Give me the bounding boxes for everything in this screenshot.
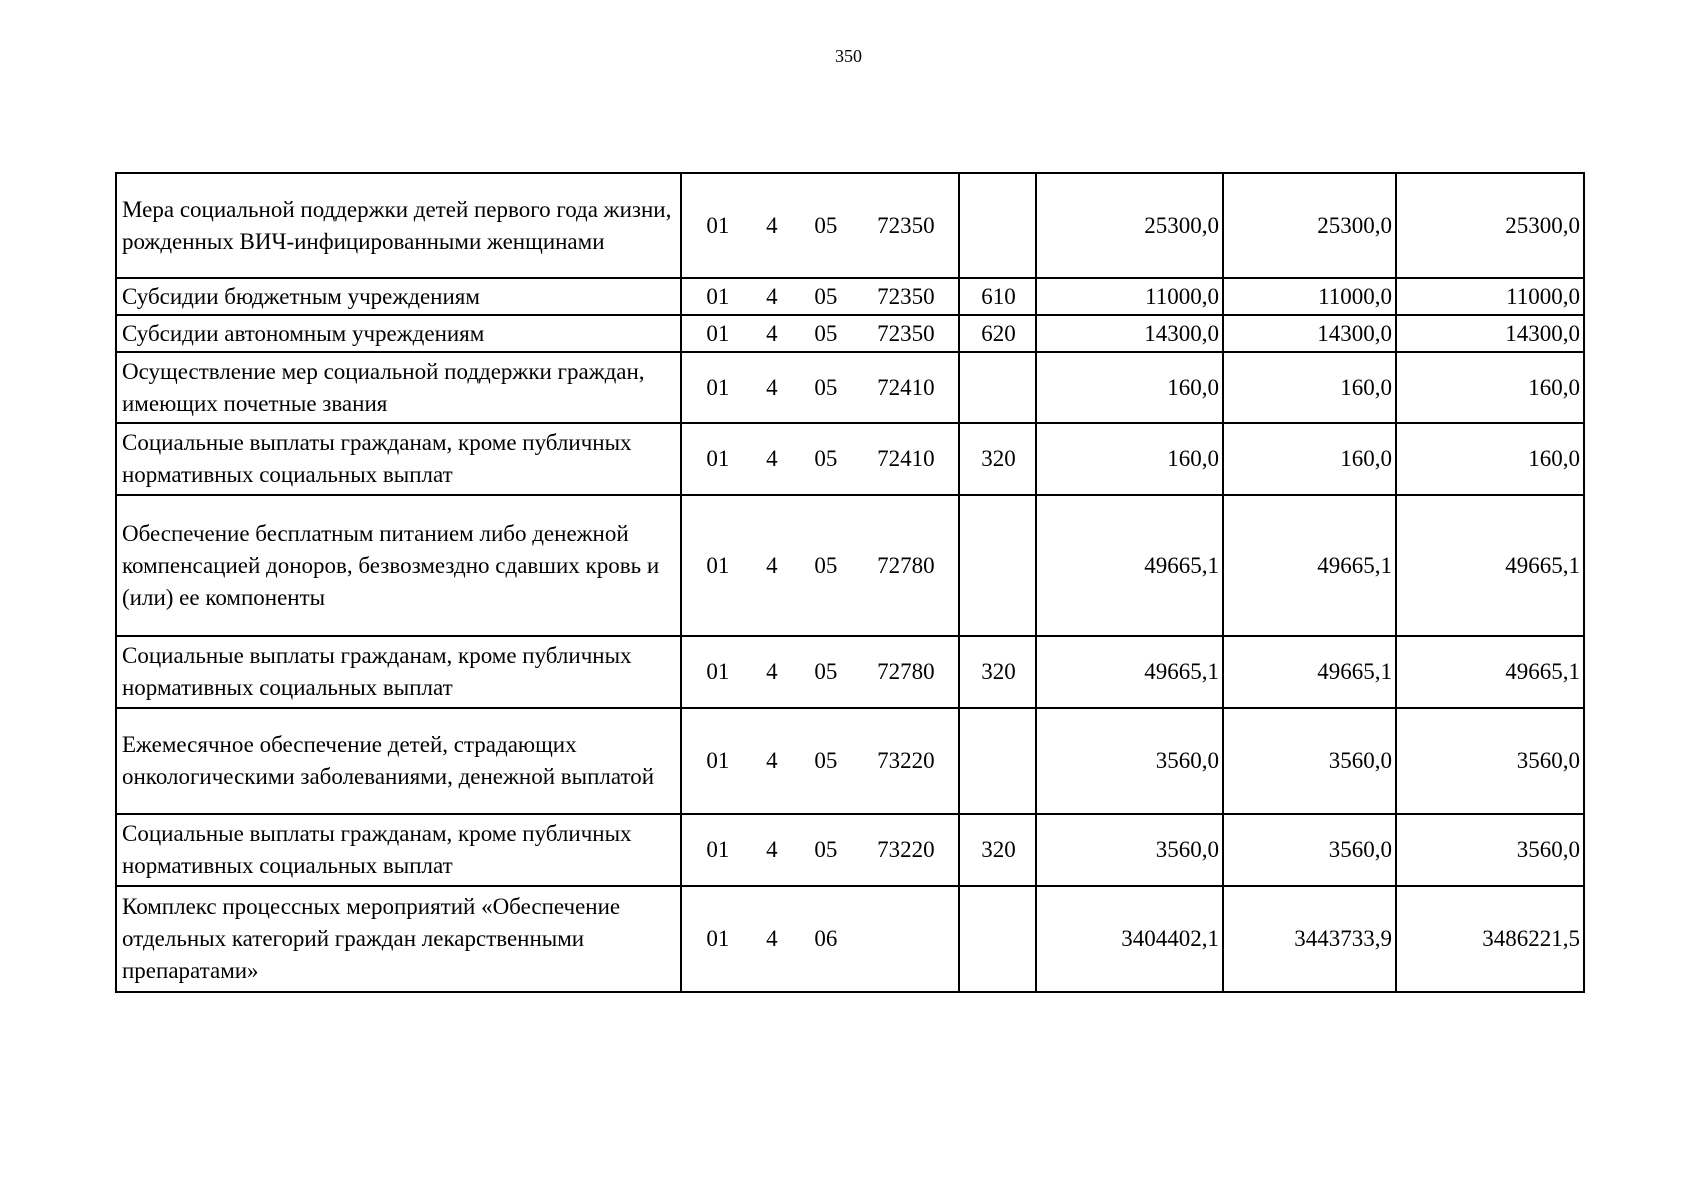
- code-direction: 72350: [877, 283, 935, 309]
- amount-year-1: 49665,1: [1036, 636, 1223, 708]
- code-program: 4: [766, 283, 778, 309]
- amount-year-3: 49665,1: [1396, 495, 1584, 636]
- row-name: Субсидии бюджетным учреждениям: [116, 278, 681, 315]
- table-row: [116, 423, 1584, 495]
- code-subprogram: 05: [814, 837, 838, 862]
- amount-year-3: 3560,0: [1396, 814, 1584, 886]
- amount-year-3: 11000,0: [1396, 278, 1584, 315]
- expense-type: [959, 708, 1036, 814]
- expense-type: 610: [959, 278, 1036, 315]
- table-row: [116, 708, 1584, 814]
- amount-year-2: 25300,0: [1223, 173, 1396, 278]
- amount-year-1: 3404402,1: [1036, 886, 1223, 992]
- table-row: [116, 636, 1584, 708]
- expense-type: 320: [959, 814, 1036, 886]
- code-program: 4: [766, 837, 778, 862]
- amount-year-3: 3486221,5: [1396, 886, 1584, 992]
- table-row: [116, 814, 1584, 886]
- amount-year-2: 11000,0: [1223, 278, 1396, 315]
- amount-year-2: 14300,0: [1223, 315, 1396, 352]
- code-direction: 72410: [877, 446, 935, 471]
- code-subprogram: 05: [814, 374, 838, 400]
- code-ministry: 01: [706, 837, 730, 862]
- amount-year-2: 49665,1: [1223, 636, 1396, 708]
- code-program: 4: [766, 320, 778, 346]
- budget-code: [681, 886, 959, 992]
- amount-year-2: 160,0: [1223, 423, 1396, 495]
- expense-type: [959, 495, 1036, 636]
- expense-type: 620: [959, 315, 1036, 352]
- code-subprogram: 05: [814, 320, 838, 346]
- budget-code: [681, 352, 959, 423]
- code-subprogram: 06: [814, 926, 838, 951]
- amount-year-1: 160,0: [1036, 423, 1223, 495]
- code-direction: 72410: [877, 374, 935, 400]
- code-ministry: 01: [706, 748, 730, 773]
- code-program: 4: [766, 212, 778, 238]
- budget-code: [681, 708, 959, 814]
- code-direction: 72780: [877, 552, 935, 578]
- code-ministry: 01: [706, 374, 730, 400]
- code-ministry: 01: [706, 659, 730, 684]
- code-ministry: 01: [706, 320, 730, 346]
- code-ministry: 01: [706, 212, 730, 238]
- row-name: Социальные выплаты гражданам, кроме публичных нормативных социальных выплат: [116, 423, 681, 495]
- row-name: Ежемесячное обеспечение детей, страдающих онкологическими заболеваниями, денежной выплатой: [116, 708, 681, 814]
- code-program: 4: [766, 926, 778, 951]
- code-subprogram: 05: [814, 748, 838, 773]
- code-direction: 72350: [877, 212, 935, 238]
- budget-code: [681, 814, 959, 886]
- amount-year-1: 160,0: [1036, 352, 1223, 423]
- table-row: [116, 352, 1584, 423]
- amount-year-3: 49665,1: [1396, 636, 1584, 708]
- amount-year-2: 3560,0: [1223, 814, 1396, 886]
- amount-year-1: 3560,0: [1036, 814, 1223, 886]
- row-name: Мера социальной поддержки детей первого года жизни, рожденных ВИЧ-инфицированными женщинами: [116, 173, 681, 278]
- row-name: Обеспечение бесплатным питанием либо денежной компенсацией доноров, безвозмездно сдавших кровь и (или) ее компоненты: [116, 495, 681, 636]
- row-name: Осуществление мер социальной поддержки граждан, имеющих почетные звания: [116, 352, 681, 423]
- table-row: [116, 278, 1584, 315]
- amount-year-2: 3443733,9: [1223, 886, 1396, 992]
- table-row: [116, 173, 1584, 278]
- code-subprogram: 05: [814, 212, 838, 238]
- amount-year-1: 14300,0: [1036, 315, 1223, 352]
- amount-year-1: 49665,1: [1036, 495, 1223, 636]
- amount-year-3: 25300,0: [1396, 173, 1584, 278]
- budget-code: [681, 315, 959, 352]
- budget-code: [681, 278, 959, 315]
- table-row: [116, 315, 1584, 352]
- row-name: Субсидии автономным учреждениям: [116, 315, 681, 352]
- code-subprogram: 05: [814, 283, 838, 309]
- code-program: 4: [766, 659, 778, 684]
- row-name: Социальные выплаты гражданам, кроме публичных нормативных социальных выплат: [116, 636, 681, 708]
- code-ministry: 01: [706, 283, 730, 309]
- amount-year-2: 160,0: [1223, 352, 1396, 423]
- expense-type: 320: [959, 423, 1036, 495]
- budget-table: [115, 172, 1585, 993]
- code-direction: 72780: [877, 659, 935, 684]
- code-ministry: 01: [706, 446, 730, 471]
- expense-type: [959, 173, 1036, 278]
- row-name: Комплекс процессных мероприятий «Обеспечение отдельных категорий граждан лекарственными препаратами»: [116, 886, 681, 992]
- code-subprogram: 05: [814, 552, 838, 578]
- amount-year-1: 11000,0: [1036, 278, 1223, 315]
- page-number: 350: [835, 46, 862, 66]
- amount-year-2: 3560,0: [1223, 708, 1396, 814]
- budget-code: [681, 173, 959, 278]
- amount-year-1: 25300,0: [1036, 173, 1223, 278]
- code-subprogram: 05: [814, 659, 838, 684]
- budget-code: [681, 495, 959, 636]
- budget-code: [681, 636, 959, 708]
- amount-year-3: 160,0: [1396, 352, 1584, 423]
- amount-year-3: 3560,0: [1396, 708, 1584, 814]
- code-direction: 73220: [877, 748, 935, 773]
- code-direction: 72350: [877, 320, 935, 346]
- expense-type: [959, 352, 1036, 423]
- code-program: 4: [766, 446, 778, 471]
- table-row: [116, 495, 1584, 636]
- budget-code: [681, 423, 959, 495]
- table-row: [116, 886, 1584, 992]
- code-direction: 73220: [877, 837, 935, 862]
- expense-type: [959, 886, 1036, 992]
- code-ministry: 01: [706, 926, 730, 951]
- code-program: 4: [766, 552, 778, 578]
- code-ministry: 01: [706, 552, 730, 578]
- expense-type: 320: [959, 636, 1036, 708]
- amount-year-2: 49665,1: [1223, 495, 1396, 636]
- row-name: Социальные выплаты гражданам, кроме публичных нормативных социальных выплат: [116, 814, 681, 886]
- amount-year-3: 14300,0: [1396, 315, 1584, 352]
- amount-year-1: 3560,0: [1036, 708, 1223, 814]
- code-subprogram: 05: [814, 446, 838, 471]
- code-program: 4: [766, 374, 778, 400]
- code-program: 4: [766, 748, 778, 773]
- amount-year-3: 160,0: [1396, 423, 1584, 495]
